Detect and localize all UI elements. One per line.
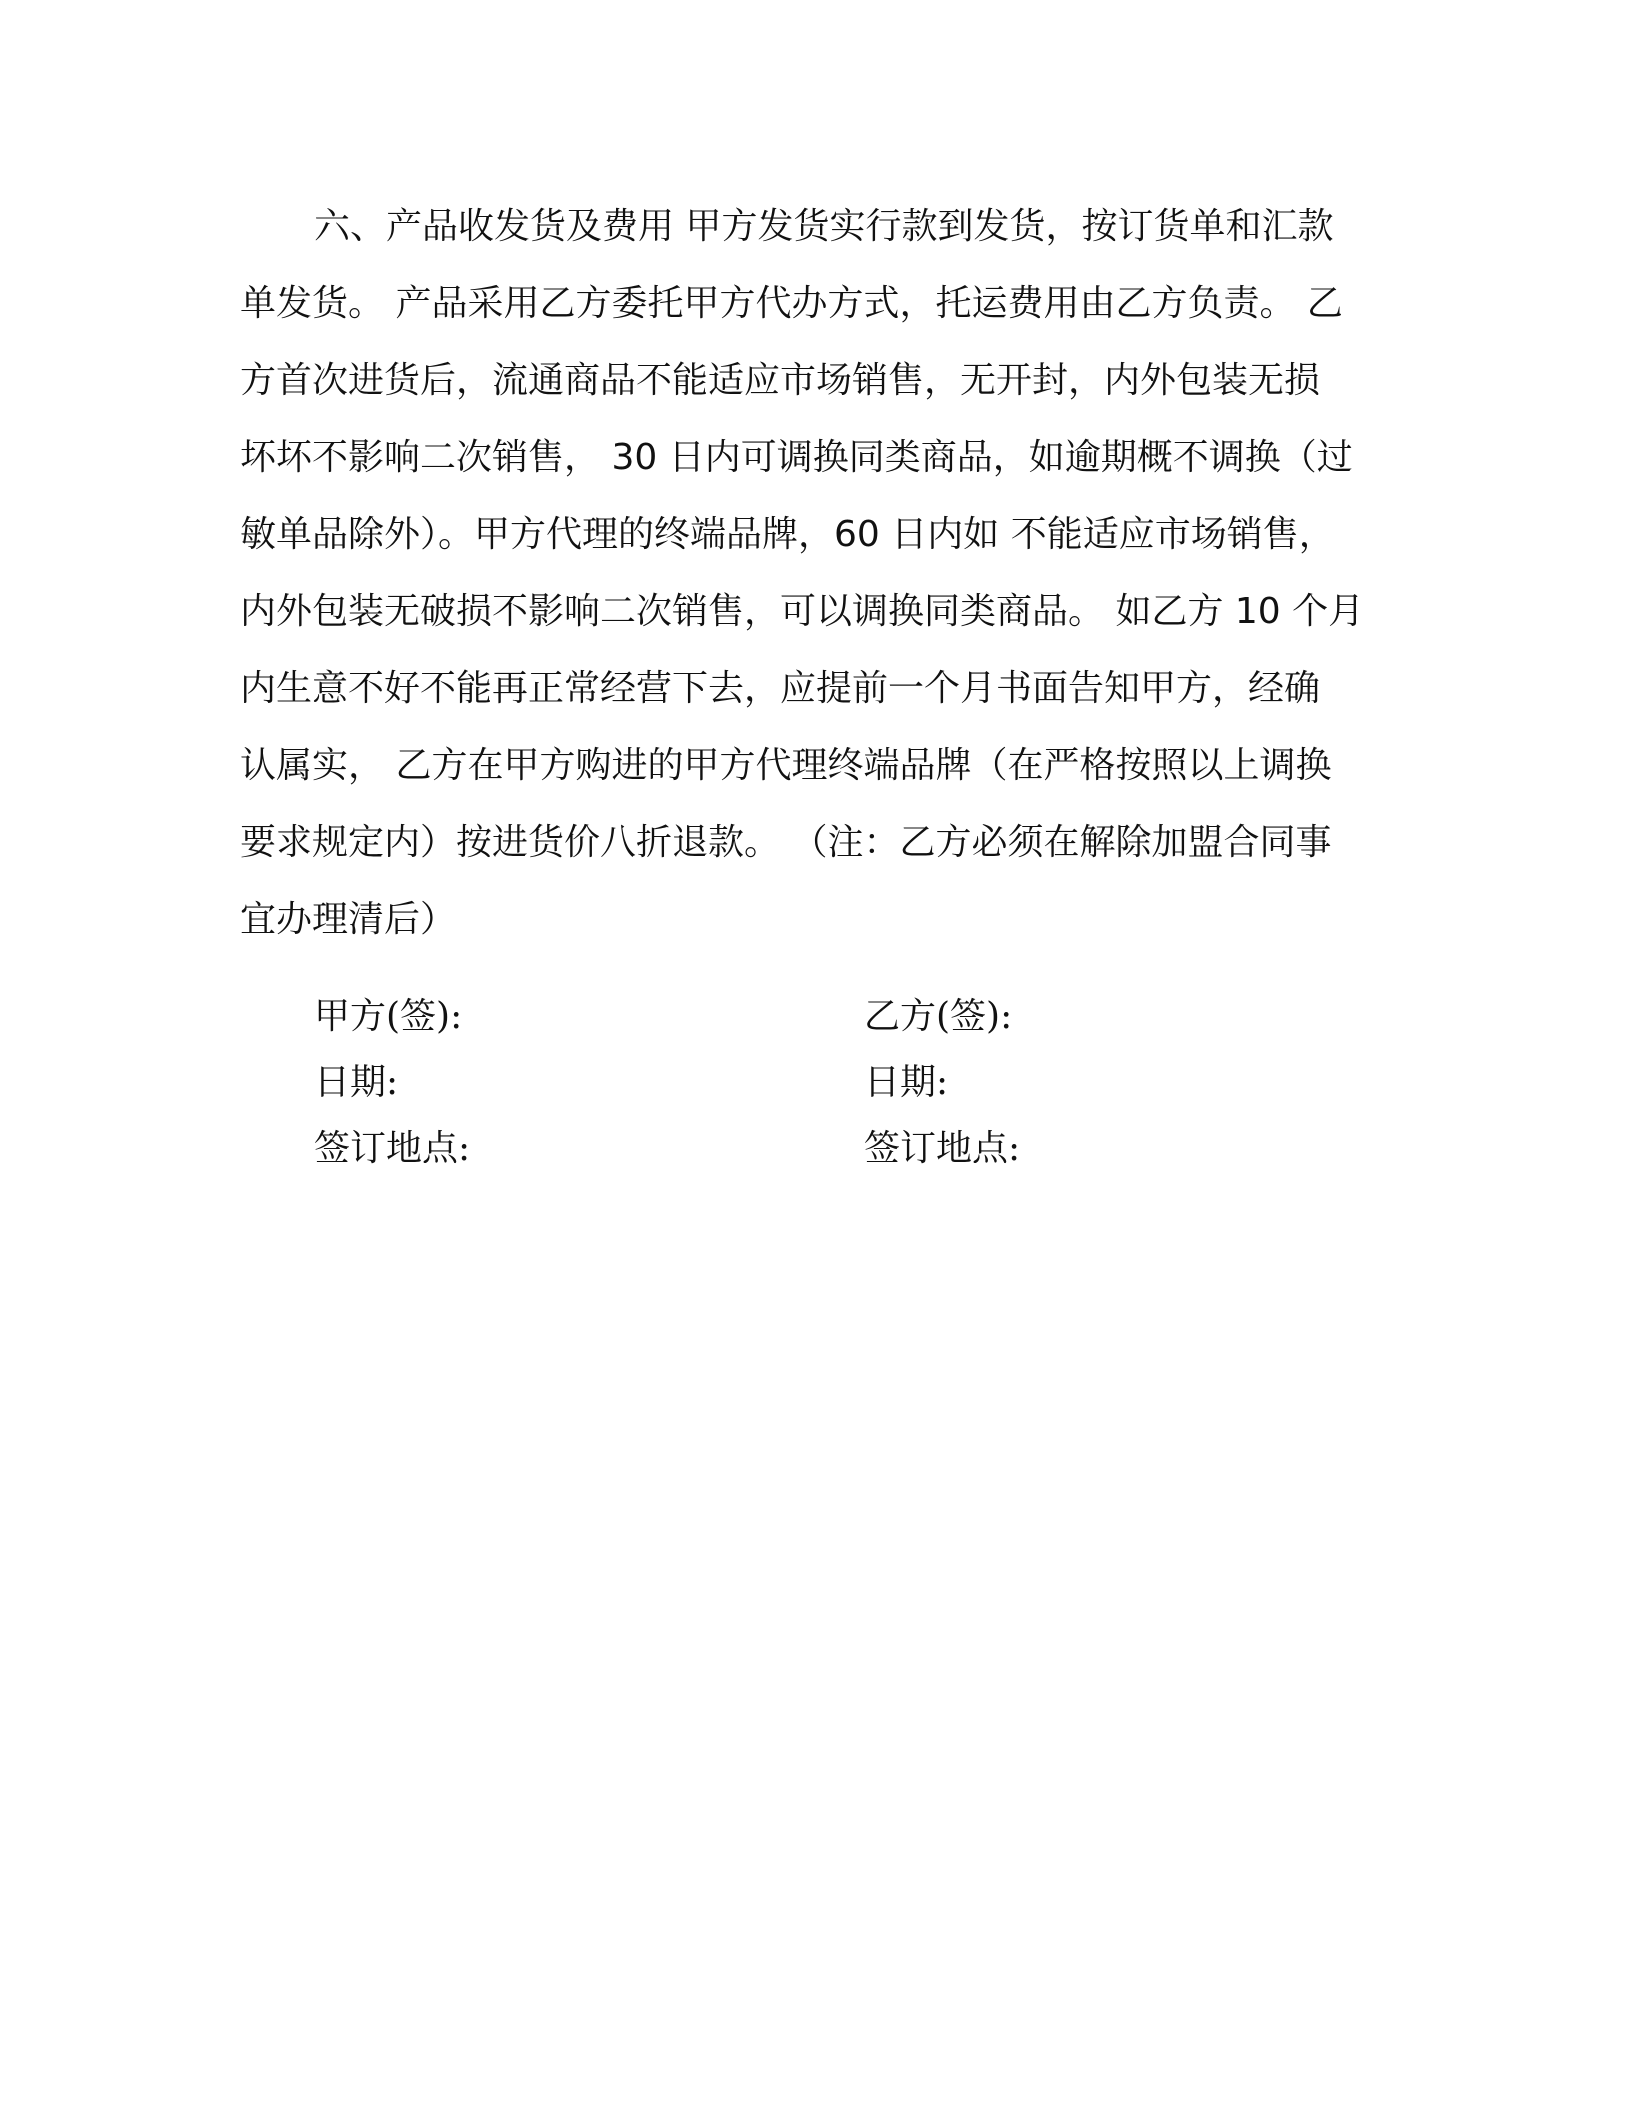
party-a-signature-block	[314, 984, 470, 1182]
party-b-sign-label: 乙方(签):	[864, 996, 1013, 1037]
paragraph-line: 单发货。 产品采用乙方委托甲方代办方式，托运费用由乙方负责。 乙	[240, 283, 1343, 324]
paragraph-line: 认属实， 乙方在甲方购进的甲方代理终端品牌（在严格按照以上调换	[240, 745, 1332, 786]
party-b-place-label: 签订地点:	[864, 1128, 1021, 1169]
paragraph-line: 内外包装无破损不影响二次销售，可以调换同类商品。 如乙方 10 个月	[240, 591, 1365, 632]
paragraph-line: 宜办理清后）	[240, 899, 457, 940]
clause-six-paragraph	[240, 188, 1390, 958]
party-b-signature-block	[864, 984, 1020, 1182]
paragraph-line: 方首次进货后，流通商品不能适应市场销售，无开封，内外包装无损	[240, 360, 1321, 401]
paragraph-line: 坏坏不影响二次销售， 30 日内可调换同类商品，如逾期概不调换（过	[240, 437, 1353, 478]
party-a-sign-label: 甲方(签):	[314, 996, 463, 1037]
party-a-date-label: 日期:	[314, 1062, 399, 1103]
paragraph-line: 要求规定内）按进货价八折退款。 （注：乙方必须在解除加盟合同事	[240, 822, 1332, 863]
paragraph-line: 敏单品除外）。甲方代理的终端品牌，60 日内如 不能适应市场销售，	[240, 514, 1335, 555]
paragraph-line: 六、产品收发货及费用 甲方发货实行款到发货，按订货单和汇款	[314, 206, 1334, 247]
paragraph-line: 内生意不好不能再正常经营下去，应提前一个月书面告知甲方，经确	[240, 668, 1321, 709]
party-a-place-label: 签订地点:	[314, 1128, 471, 1169]
party-b-date-label: 日期:	[864, 1062, 949, 1103]
